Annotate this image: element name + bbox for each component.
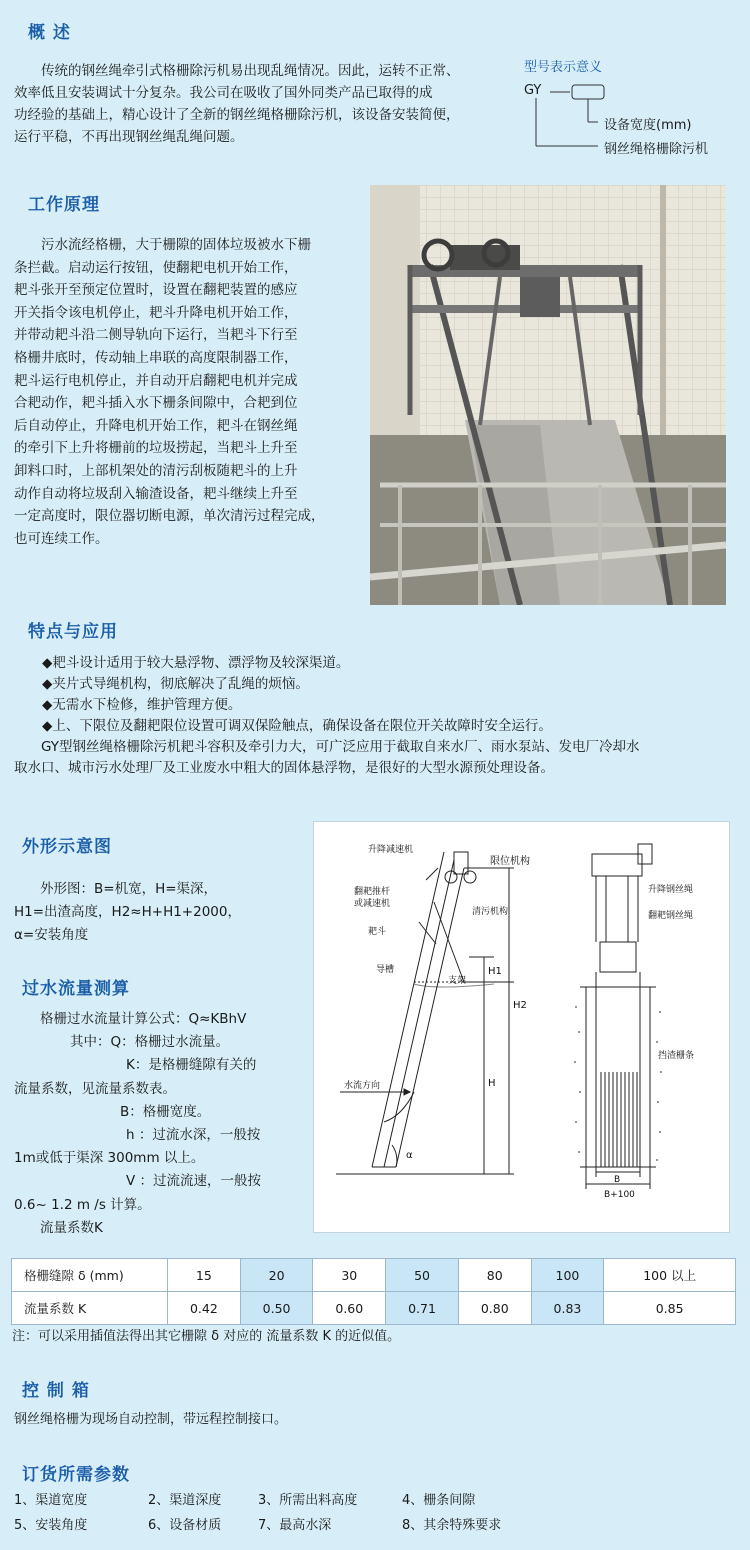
- principle-line: 耙斗运行电机停止，并自动开启翻耙电机并完成: [14, 372, 298, 389]
- label-lift-reducer: 升降减速机: [368, 845, 414, 855]
- dim-B100: B+100: [604, 1190, 635, 1200]
- principle-line: 耙斗张开至预定位置时，设置在翻耙装置的感应: [14, 282, 298, 299]
- table-cell: 0.50: [240, 1292, 313, 1325]
- principle-line: 开关指令该电机停止，耙斗升降电机开始工作，: [14, 304, 298, 321]
- model-code-width-label: 设备宽度(mm): [604, 118, 692, 133]
- flow-line: 流量系数，见流量系数表。: [14, 1080, 176, 1097]
- principle-line: 格栅井底时，传动轴上串联的高度限制器工作，: [14, 349, 298, 366]
- overview-line: 功经验的基础上，精心设计了全新的钢丝绳格栅除污机，该设备安装简便，: [14, 107, 460, 123]
- order-item: 4、栅条间隙: [402, 1493, 476, 1508]
- equipment-photo: [370, 185, 726, 605]
- overview-text: [14, 60, 504, 148]
- principle-line: 条拦截。启动运行按钮，使翻耙电机开始工作，: [14, 259, 298, 276]
- feature-bullet: ◆夹片式导绳机构，彻底解决了乱绳的烦恼。: [42, 676, 309, 692]
- flow-title: 过水流量测算: [22, 979, 130, 999]
- dim-H: H: [488, 1078, 496, 1089]
- order-item: 8、其余特殊要求: [402, 1518, 502, 1533]
- outline-line: α=安装角度: [14, 927, 89, 943]
- label-flow-dir: 水流方向: [344, 1081, 381, 1091]
- outline-line: H1=出渣高度，H2≈H+H1+2000，: [14, 904, 241, 920]
- flow-line: 1m或低于渠深 300mm 以上。: [14, 1150, 205, 1167]
- principle-line: 卸料口时，上部机架处的清污刮板随耙斗的上升: [14, 462, 298, 479]
- flow-line: 格栅过水流量计算公式：Q≈KBhV: [40, 1011, 247, 1027]
- principle-text: [14, 234, 364, 550]
- table-cell: 15: [168, 1259, 241, 1292]
- features-bullets: [42, 653, 742, 737]
- table-row: [12, 1292, 736, 1325]
- table-cell: 0.85: [604, 1292, 736, 1325]
- flow-text: [14, 1008, 314, 1240]
- table-cell: 50: [386, 1259, 459, 1292]
- principle-line: 合耙动作，耙斗插入水下栅条间隙中，合耙到位: [14, 395, 298, 412]
- order-item: 7、最高水深: [258, 1518, 332, 1533]
- control-title: 控 制 箱: [22, 1381, 90, 1401]
- principle-line: 一定高度时，限位器切断电源，单次清污过程完成，: [14, 508, 325, 525]
- dim-alpha: α: [406, 1150, 413, 1161]
- table-row: [12, 1259, 736, 1292]
- flow-line: h ：过流水深，一般按: [126, 1127, 261, 1144]
- table-cell: 0.60: [313, 1292, 386, 1325]
- flow-coefficient-table: [11, 1258, 736, 1325]
- order-item: 2、渠道深度: [148, 1493, 222, 1508]
- flow-line: 流量系数K: [40, 1219, 103, 1236]
- outline-title: 外形示意图: [22, 837, 112, 857]
- outline-diagram: [313, 821, 730, 1233]
- table-cell: 0.71: [386, 1292, 459, 1325]
- table-cell: 0.83: [531, 1292, 604, 1325]
- table-cell: 0.80: [458, 1292, 531, 1325]
- order-item: 3、所需出料高度: [258, 1493, 358, 1508]
- model-code-prefix: GY: [524, 83, 542, 98]
- order-title: 订货所需参数: [22, 1465, 130, 1485]
- table-cell: 30: [313, 1259, 386, 1292]
- table-cell: 0.42: [168, 1292, 241, 1325]
- equipment-photo-drawing: [370, 185, 726, 605]
- dim-H2: H2: [513, 1000, 527, 1011]
- order-item: 5、安装角度: [14, 1518, 88, 1533]
- dim-H1: H1: [488, 966, 502, 977]
- order-item: 1、渠道宽度: [14, 1493, 88, 1508]
- overview-line: 传统的钢丝绳牵引式格栅除污机易出现乱绳情况。因此，运转不正常、: [41, 63, 460, 79]
- feature-bullet: ◆上、下限位及翻耙限位设置可调双保险触点，确保设备在限位开关故障时安全运行。: [42, 718, 552, 734]
- label-or-reducer: 或减速机: [354, 899, 391, 909]
- model-code-title: 型号表示意义: [524, 60, 603, 75]
- feature-bullet: ◆无需水下检修，维护管理方便。: [42, 697, 242, 713]
- flow-line: V ：过流流速，一般按: [126, 1173, 262, 1190]
- label-rake-rope: 翻耙钢丝绳: [648, 911, 694, 921]
- dim-B: B: [614, 1175, 621, 1185]
- flow-line: 0.6~ 1.2 m /s 计算。: [14, 1196, 151, 1213]
- label-support: 支架: [448, 976, 467, 986]
- table-cell: 20: [240, 1259, 313, 1292]
- principle-line: 后自动停止，升降电机开始工作，耙斗在钢丝绳: [14, 417, 298, 434]
- table-cell: 100: [531, 1259, 604, 1292]
- principle-line: 并带动耙斗沿二侧导轨向下运行，当耙斗下行至: [14, 327, 298, 344]
- features-para-line: 取水口、城市污水处理厂及工业废水中粗大的固体悬浮物，是很好的大型水源预处理设备。: [14, 760, 554, 776]
- label-rail: 导槽: [376, 965, 395, 975]
- features-para-line: GY型钢丝绳格栅除污机耙斗容积及牵引力大，可广泛应用于截取自来水厂、雨水泵站、发电厂冷却水: [41, 739, 640, 755]
- label-lift-rope: 升降钢丝绳: [648, 885, 694, 895]
- flow-line: K：是格栅缝隙有关的: [126, 1057, 257, 1074]
- outline-text: [14, 878, 304, 947]
- outline-diagram-drawing: [314, 822, 729, 1232]
- table-header-gap: 格栅缝隙 δ (mm): [12, 1259, 168, 1292]
- label-clean-mech: 清污机构: [472, 907, 509, 917]
- control-text: 钢丝绳格栅为现场自动控制，带远程控制接口。: [14, 1412, 288, 1427]
- features-title: 特点与应用: [28, 622, 118, 642]
- flow-line: 其中：Q：格栅过水流量。: [70, 1034, 230, 1051]
- principle-line: 的牵引下上升将栅前的垃圾捞起，当耙斗上升至: [14, 440, 298, 457]
- order-item: 6、设备材质: [148, 1518, 222, 1533]
- model-code-name-label: 钢丝绳格栅除污机: [604, 142, 709, 157]
- table-cell: 100 以上: [604, 1259, 736, 1292]
- label-push-rod: 翻耙推杆: [354, 887, 391, 897]
- label-rake: 耙斗: [368, 927, 387, 937]
- principle-line: 污水流经格栅，大于栅隙的固体垃圾被水下栅: [41, 237, 311, 253]
- label-bars: 挡渣栅条: [658, 1051, 695, 1061]
- table-header-k: 流量系数 K: [12, 1292, 168, 1325]
- outline-line: 外形图：B=机宽，H=渠深，: [40, 881, 218, 897]
- table-note: 注：可以采用插值法得出其它栅隙 δ 对应的 流量系数 K 的近似值。: [12, 1329, 401, 1344]
- features-paragraph: [14, 737, 744, 779]
- principle-title: 工作原理: [28, 195, 100, 215]
- overview-line: 效率低且安装调试十分复杂。我公司在吸收了国外同类产品已取得的成: [14, 85, 433, 101]
- principle-line: 也可连续工作。: [14, 530, 109, 547]
- label-limit-mech: 限位机构: [490, 856, 530, 867]
- principle-line: 动作自动将垃圾刮入输渣设备，耙斗继续上升至: [14, 485, 298, 502]
- overview-title: 概 述: [28, 23, 71, 43]
- flow-line: B：格栅宽度。: [120, 1103, 211, 1120]
- table-cell: 80: [458, 1259, 531, 1292]
- feature-bullet: ◆耙斗设计适用于较大悬浮物、漂浮物及较深渠道。: [42, 655, 350, 671]
- model-code-diagram: [512, 56, 742, 156]
- overview-line: 运行平稳，不再出现钢丝绳乱绳问题。: [14, 129, 244, 145]
